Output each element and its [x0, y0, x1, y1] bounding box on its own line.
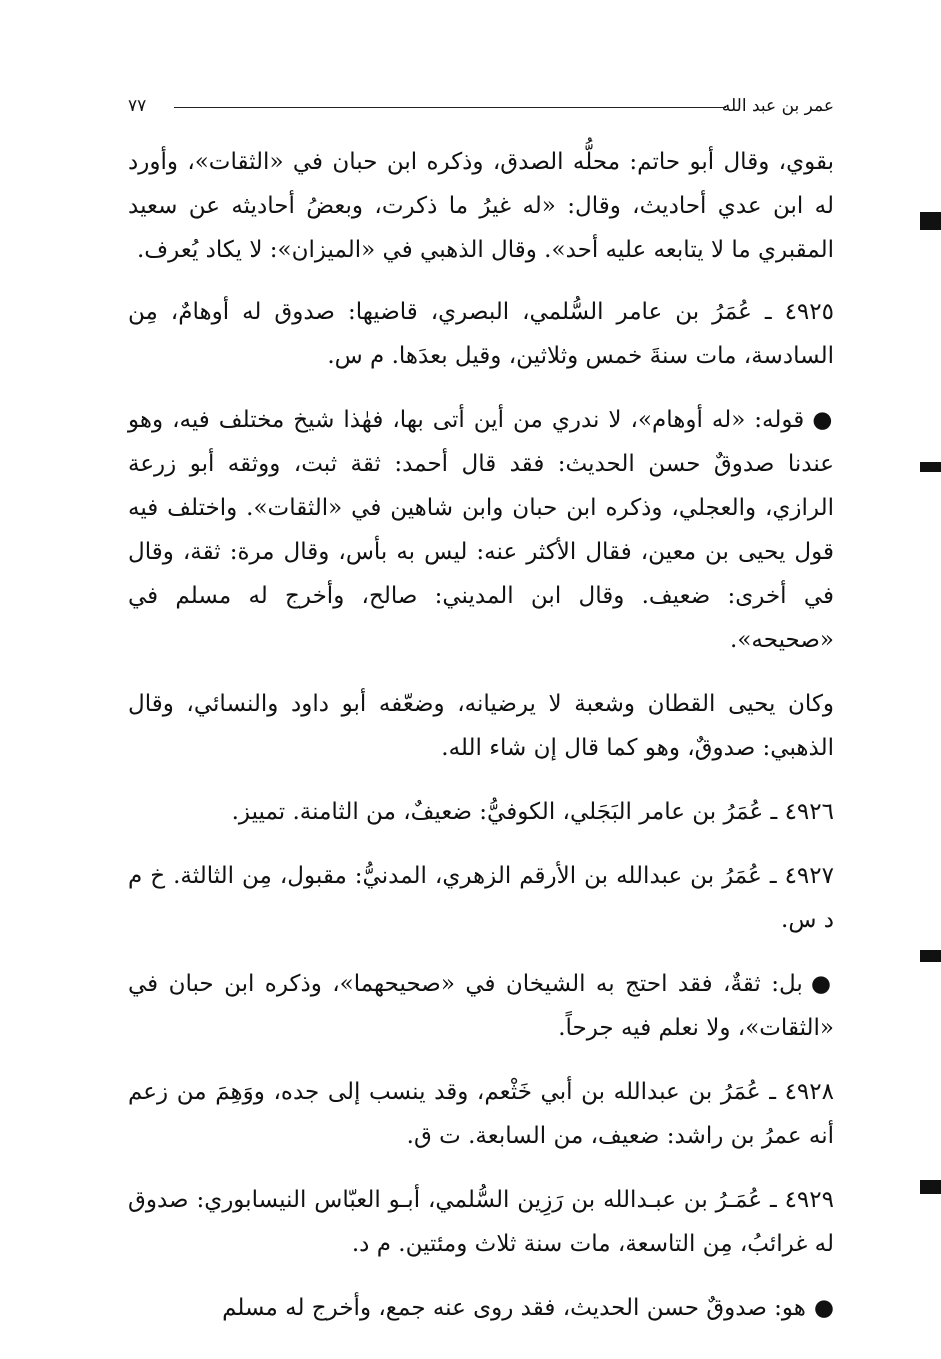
- comment-paragraph-continued: وكان يحيى القطان وشعبة لا يرضيانه، وضعّفه أبو داود والنسائي، وقال الذهبي: صدوقٌ، وهو كما قال إن شاء الله.: [128, 691, 834, 761]
- paragraph-continuation: بقوي، وقال أبو حاتم: محلُّه الصدق، وذكره ابن حبان في «الثقات»، وأورد له ابن عدي أحاديث، وقال: «له غيرُ ما ذكرت، وبعضُ أحاديثه عن سعيد المقبري ما لا يتابعه عليه أحد». وقال الذهبي في «الميزان»: لا يكاد يُعرف.: [128, 149, 834, 263]
- entry-4925: ٤٩٢٥ ـ عُمَرُ بن عامر السُّلمي، البصري، قاضيها: صدوق له أوهامٌ، مِن السادسة، مات سنةَ خمس وثلاثين، وقيل بعدَها. م س.: [128, 299, 834, 369]
- entry-4926: ٤٩٢٦ ـ عُمَرُ بن عامر البَجَلي، الكوفيُّ: ضعيفٌ، من الثامنة. تمييز.: [231, 799, 834, 825]
- header-title: عمر بن عبد الله: [721, 96, 834, 116]
- entry-4928: ٤٩٢٨ ـ عُمَرُ بن عبدالله بن أبي خَثْعم، وقد ينسب إلى جده، ووَهِمَ من زعم أنه عمرُ بن راشد: ضعيف، من السابعة. ت ق.: [128, 1079, 834, 1149]
- comment-paragraph: [128, 1286, 834, 1330]
- entry-4929: ٤٩٢٩ ـ عُمَـرُ بن عبـدالله بن رَزِين السُّلمي، أبـو العبّاس النيسابوري: صدوق له غرائبُ، مِن التاسعة، مات سنة ثلاث ومئتين. م د.: [128, 1187, 834, 1257]
- comment-paragraph: [128, 398, 834, 662]
- running-header: [128, 92, 834, 124]
- body-text: [128, 140, 834, 1350]
- page-edge-mark: [920, 1180, 941, 1194]
- page-edge-mark: [920, 212, 941, 230]
- page-edge-mark: [920, 950, 941, 962]
- bullet-icon: ●: [813, 1294, 834, 1321]
- comment-text: بل: ثقةٌ، فقد احتج به الشيخان في «صحيحهما»، وذكره ابن حبان في «الثقات»، ولا نعلم فيه جرحاً.: [128, 971, 834, 1041]
- comment-text: هو: صدوقٌ حسن الحديث، فقد روى عنه جمع، وأخرج له مسلم: [222, 1295, 806, 1321]
- page-edge-mark: [920, 462, 941, 472]
- bullet-icon: ●: [812, 406, 834, 433]
- bullet-icon: ●: [810, 970, 834, 997]
- comment-paragraph: [128, 962, 834, 1050]
- entry-4927: ٤٩٢٧ ـ عُمَرُ بن عبدالله بن الأرقم الزهري، المدنيُّ: مقبول، مِن الثالثة. خ م د س.: [128, 863, 834, 933]
- page-number: ٧٧: [128, 96, 147, 116]
- comment-text: قوله: «له أوهام»، لا ندري من أين أتى بها، فهٰذا شيخ مختلف فيه، وهو عندنا صدوقٌ حسن الحديث: فقد قال أحمد: ثقة ثبت، ووثقه أبو زرعة الرازي، والعجلي، وذكره ابن حبان وابن شاهين في «الثقات». واختلف فيه قول يحيى بن معين، فقال الأكثر عنه: ليس به بأس، وقال مرة: ثقة، وقال في أخرى: ضعيف. وقال ابن المديني: صالح، وأخرج له مسلم في «صحيحه».: [128, 407, 834, 653]
- header-rule: [174, 107, 726, 108]
